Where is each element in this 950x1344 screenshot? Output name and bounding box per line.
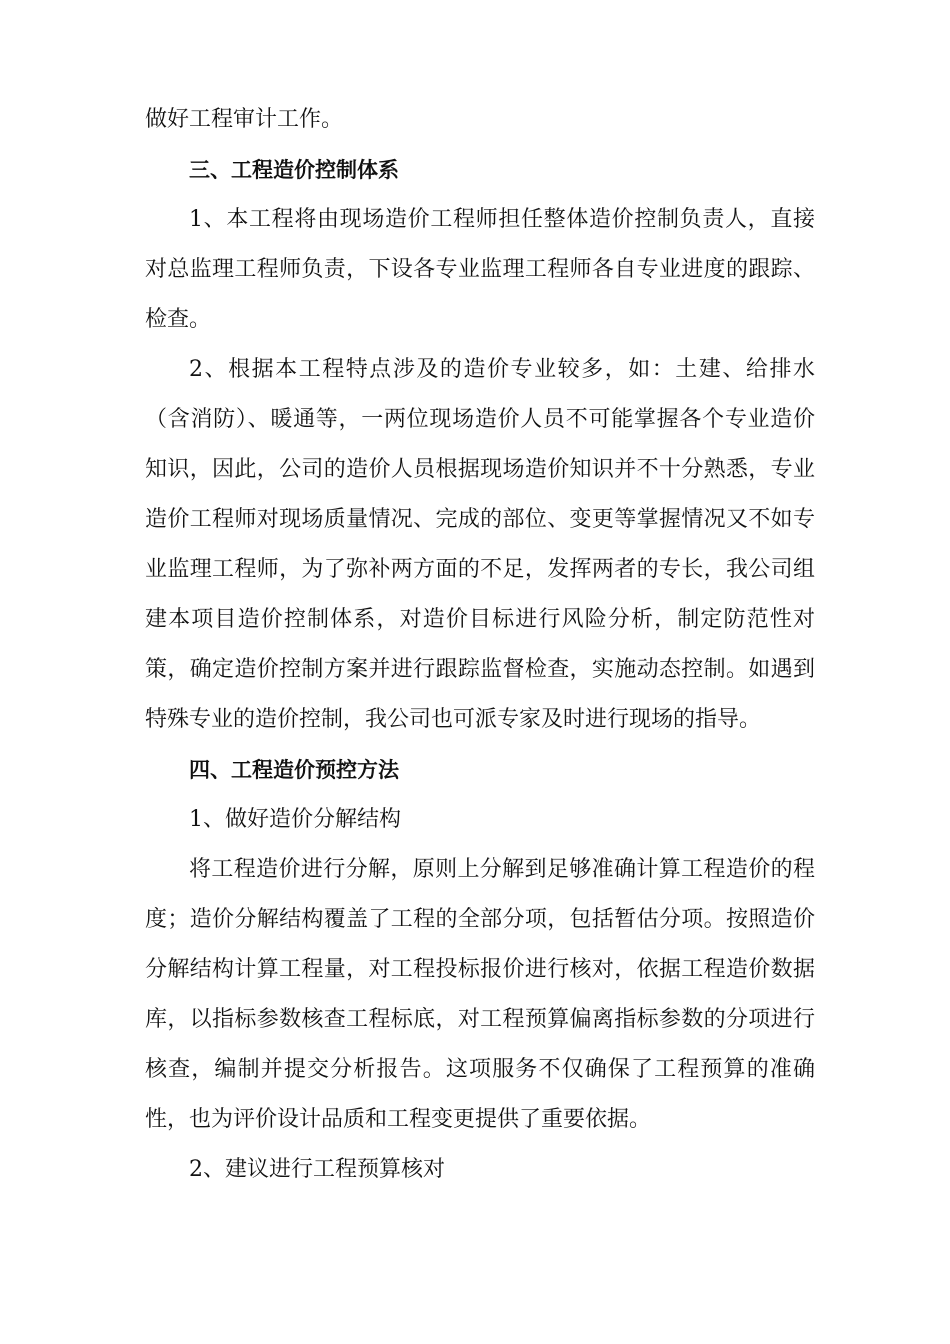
subheading-2: 2、建议进行工程预算核对 bbox=[189, 1157, 445, 1182]
subheading-1: 1、做好造价分解结构 bbox=[189, 807, 401, 832]
paragraph-item-2: 2、根据本工程特点涉及的造价专业较多，如：土建、给排水（含消防）、暖通等，一两位现场造价人员不可能掌握各个专业造价知识，因此，公司的造价人员根据现场造价知识并不十分熟悉，专业造价工程师对现场质量情况、完成的部位、变更等掌握情况又不如专业监理工程师，为了弥补两方面的不足，发挥两者的专长，我公司组建本项目造价控制体系，对造价目标进行风险分析，制定防范性对策，确定造价控制方案并进行跟踪监督检查，实施动态控制。如遇到特殊专业的造价控制，我公司也可派专家及时进行现场的指导。 bbox=[145, 357, 815, 732]
paragraph-item-1: 1、本工程将由现场造价工程师担任整体造价控制负责人，直接对总监理工程师负责，下设各专业监理工程师各自专业进度的跟踪、检查。 bbox=[145, 207, 815, 332]
paragraph-continuation: 做好工程审计工作。 bbox=[145, 107, 344, 132]
section-heading-3: 三、工程造价控制体系 bbox=[189, 158, 399, 182]
paragraph-decomposition: 将工程造价进行分解，原则上分解到足够准确计算工程造价的程度；造价分解结构覆盖了工程的全部分项，包括暂估分项。按照造价分解结构计算工程量，对工程投标报价进行核对，依据工程造价数据库，以指标参数核查工程标底，对工程预算偏离指标参数的分项进行核查，编制并提交分析报告。这项服务不仅确保了工程预算的准确性，也为评价设计品质和工程变更提供了重要依据。 bbox=[145, 857, 815, 1132]
section-heading-4: 四、工程造价预控方法 bbox=[189, 758, 399, 782]
document-body bbox=[145, 95, 815, 1195]
